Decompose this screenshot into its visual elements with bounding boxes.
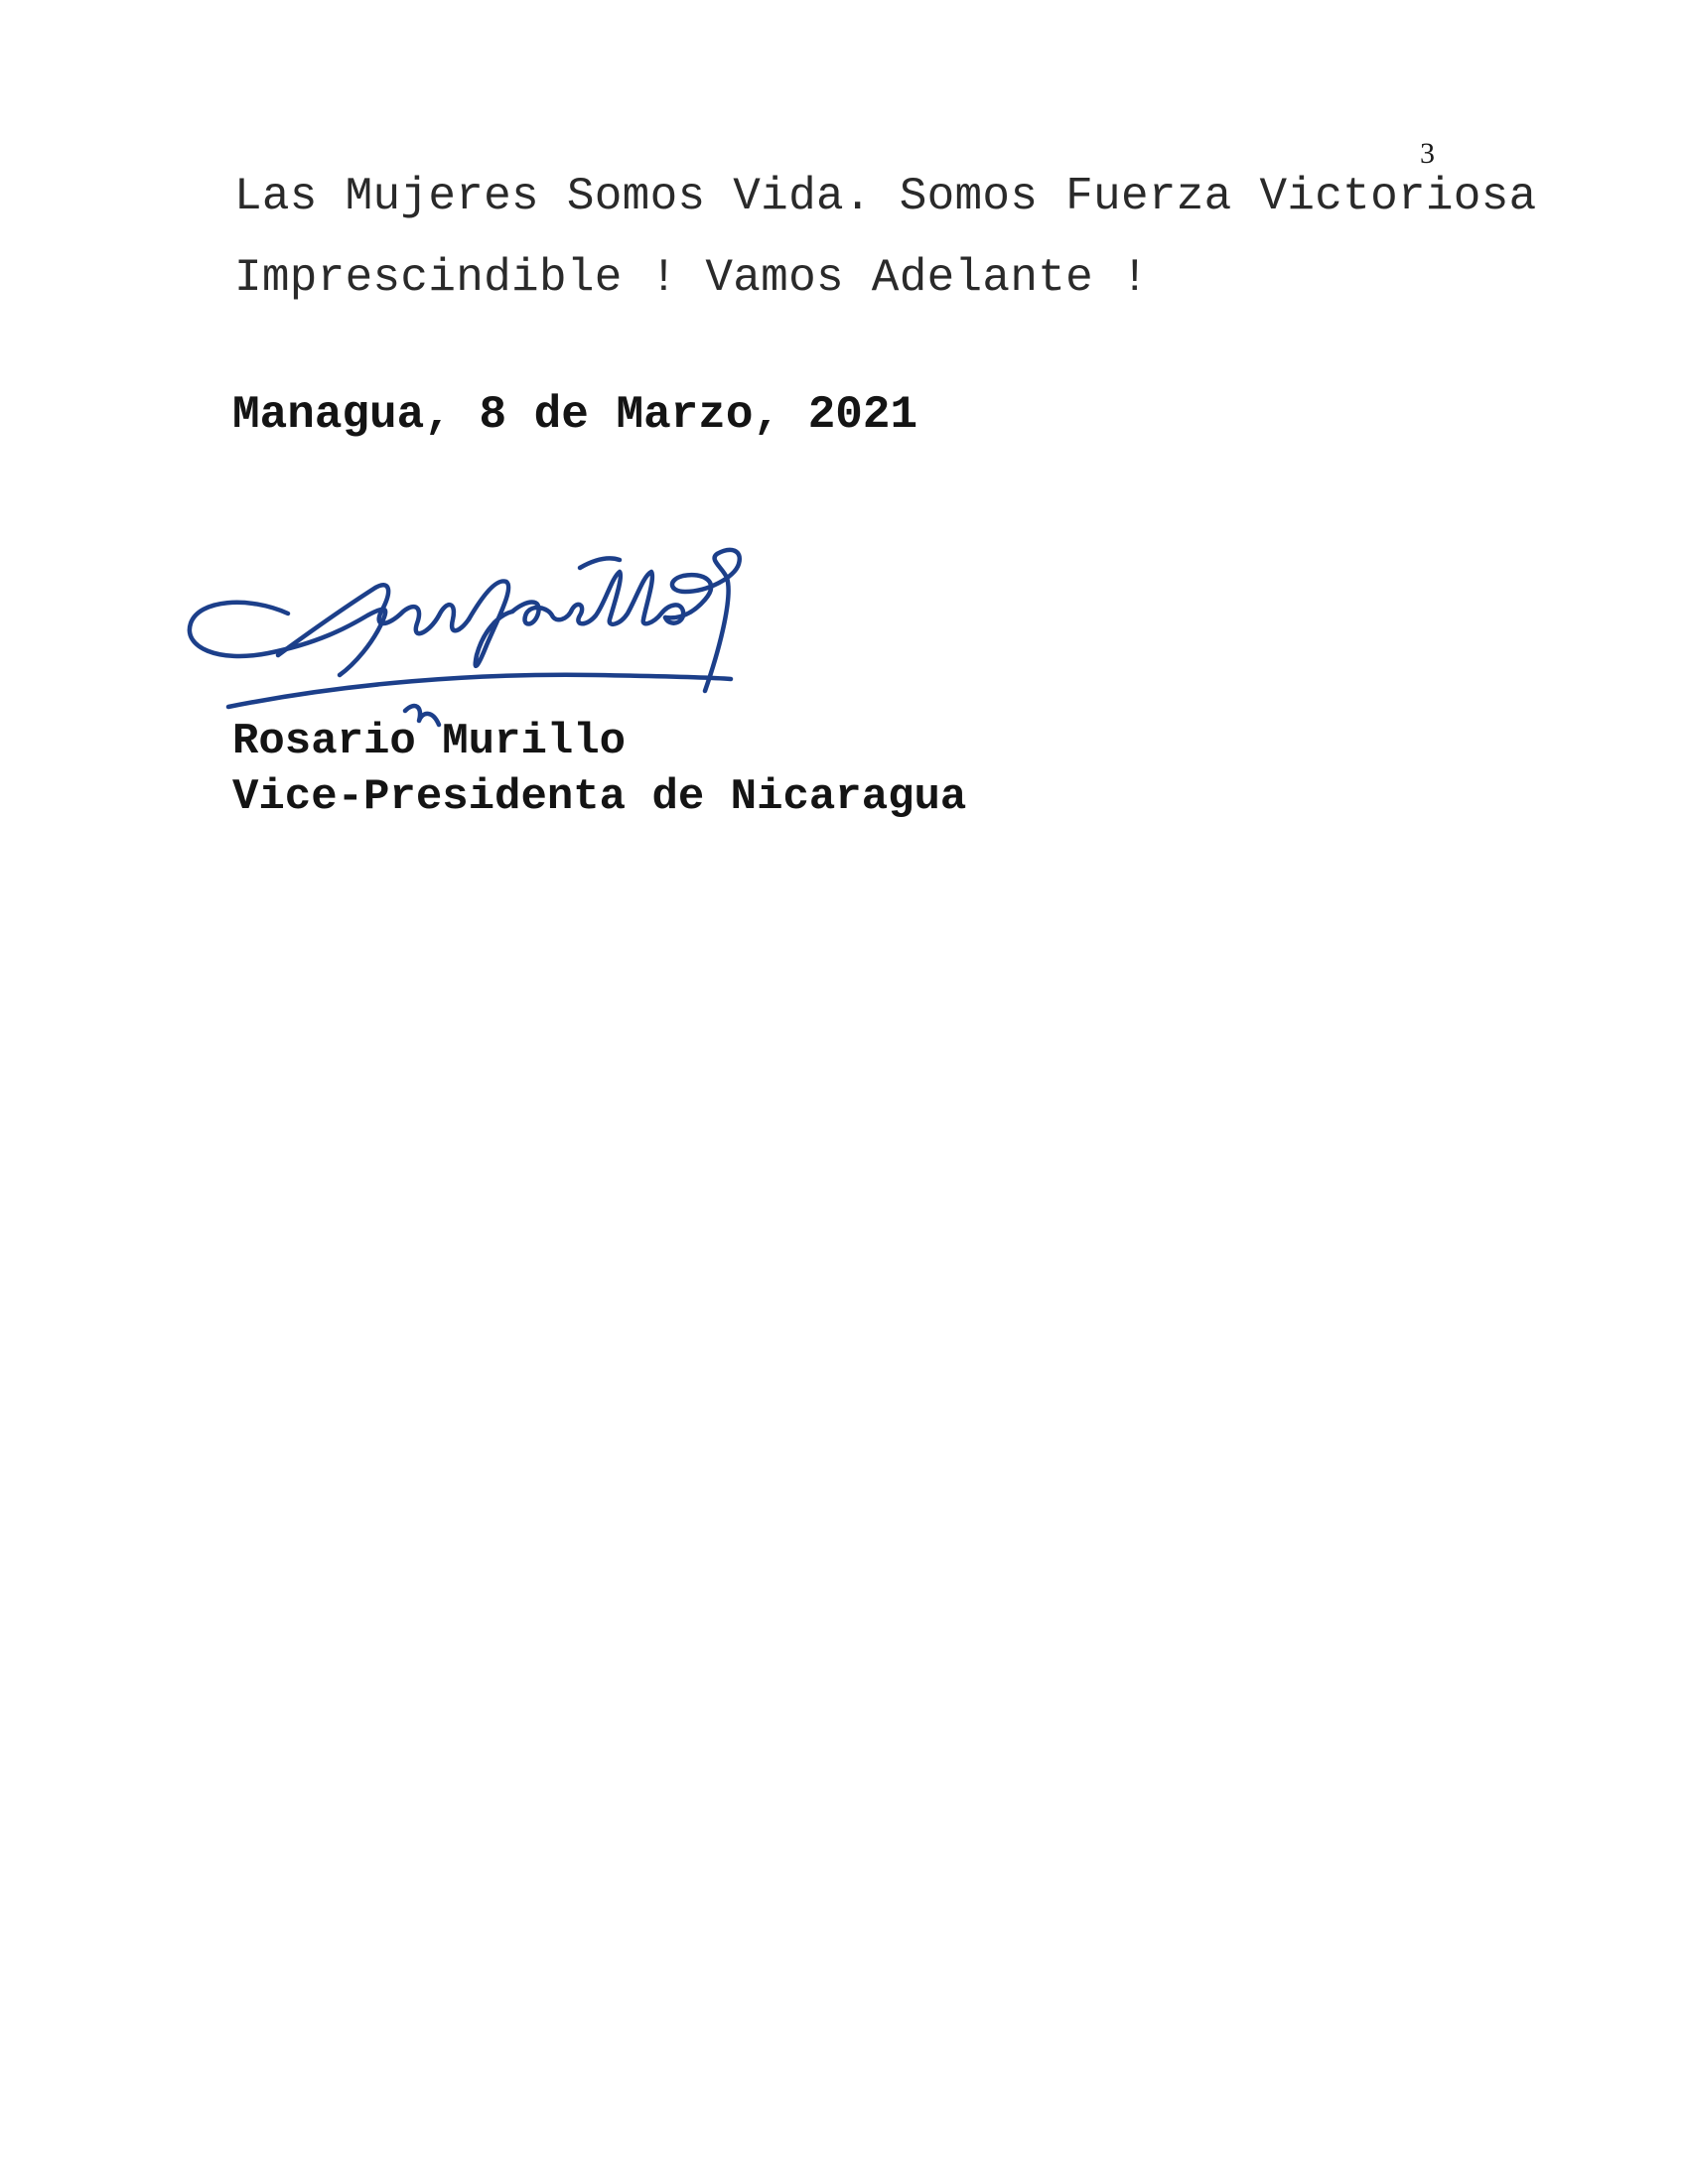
signer-name: Rosario Murillo [232,717,627,766]
body-line-2: Imprescindible ! Vamos Adelante ! [234,252,1149,304]
page-number: 3 [1420,137,1435,170]
date-line: Managua, 8 de Marzo, 2021 [232,389,918,441]
body-line-1: Las Mujeres Somos Vida. Somos Fuerza Victoriosa [234,171,1537,222]
signer-title: Vice-Presidenta de Nicaragua [232,772,967,822]
